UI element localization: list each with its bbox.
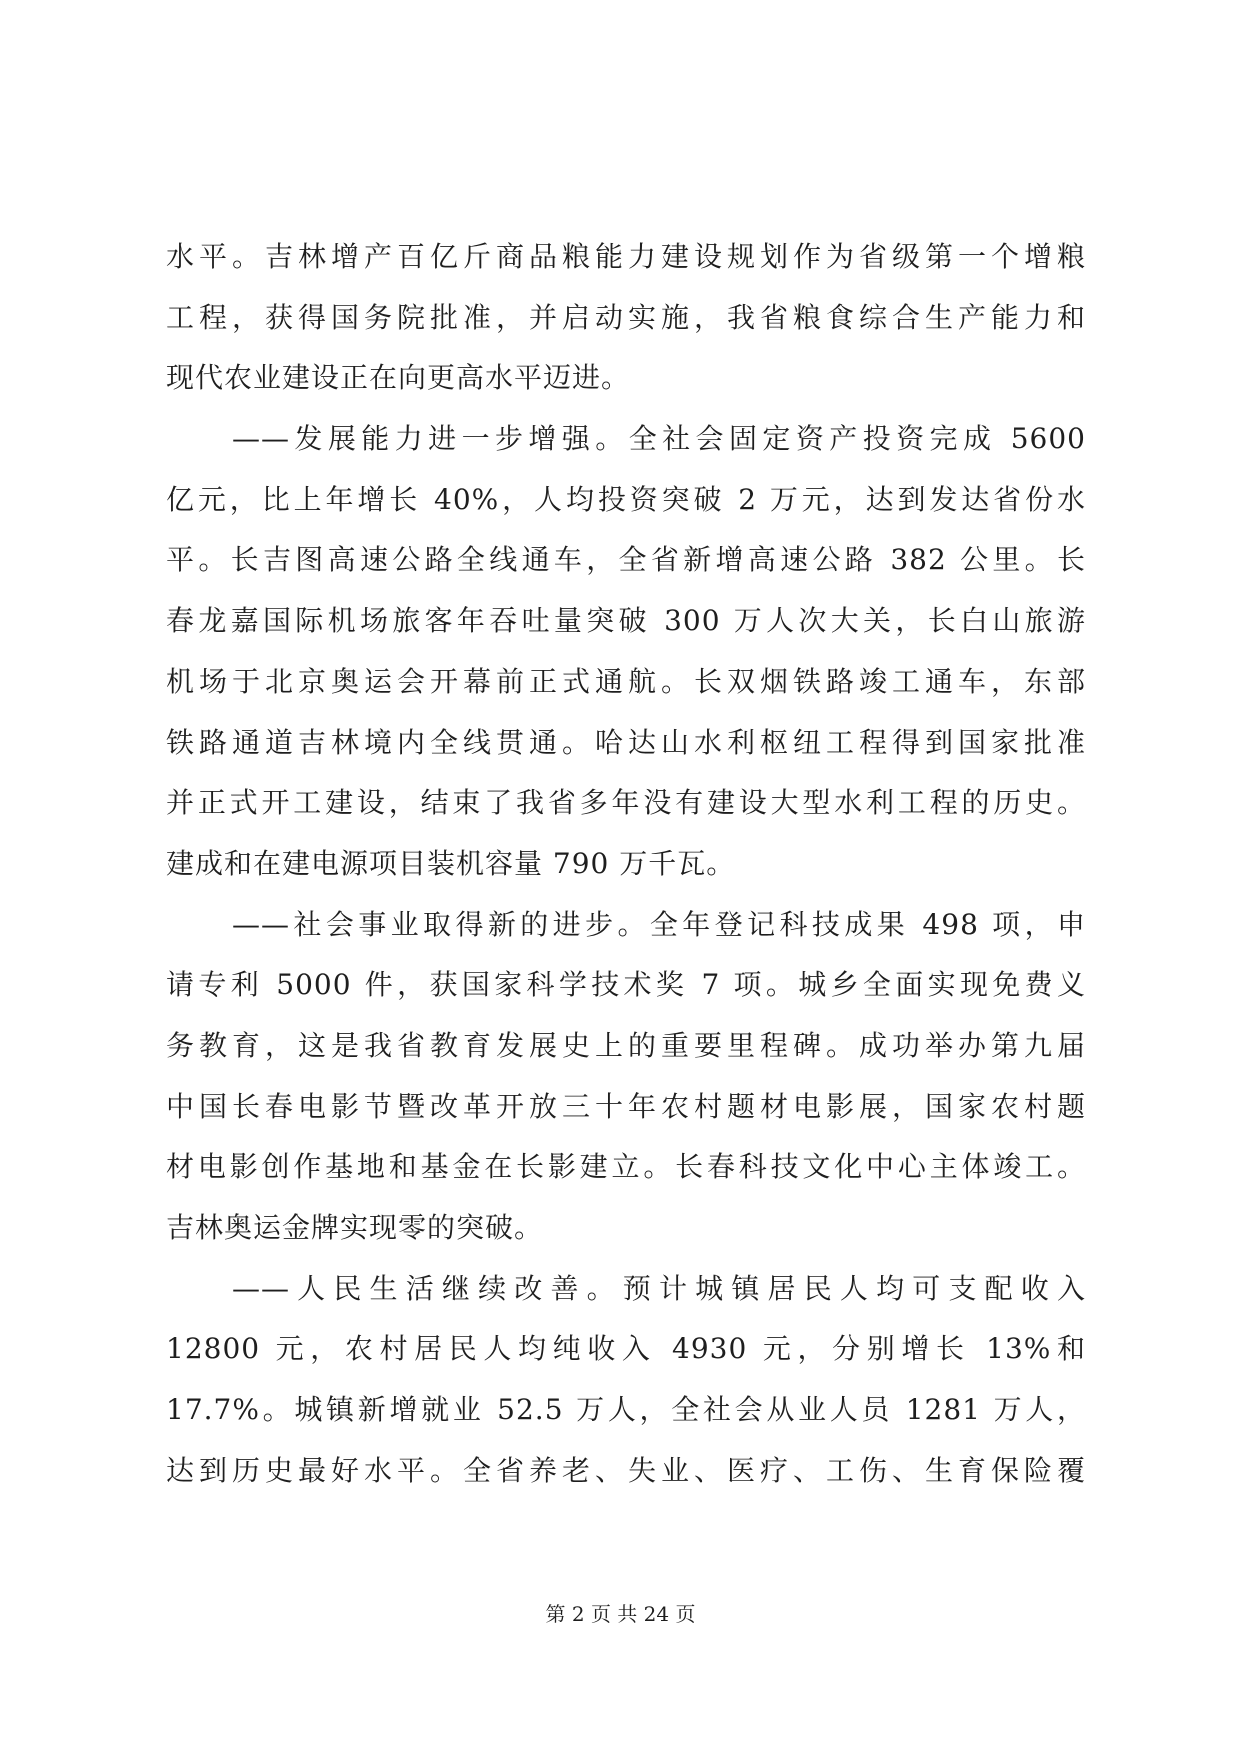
text-line: ——发展能力进一步增强。全社会固定资产投资完成 5600 [232,422,1086,456]
page-footer: 第 2 页 共 24 页 [545,1602,696,1626]
text-line: 吉林奥运金牌实现零的突破。 [166,1211,544,1244]
text-line: 平。长吉图高速公路全线通车，全省新增高速公路 382 公里。长 [166,543,1086,577]
text-line: 17.7%。城镇新增就业 52.5 万人，全社会从业人员 1281 万人， [166,1393,1086,1427]
text-line: 务教育，这是我省教育发展史上的重要里程碑。成功举办第九届 [166,1028,1086,1062]
text-line: 水平。吉林增产百亿斤商品粮能力建设规划作为省级第一个增粮 [166,240,1086,273]
text-line: 12800 元，农村居民人均纯收入 4930 元，分别增长 13%和 [166,1332,1086,1366]
text-line: 春龙嘉国际机场旅客年吞吐量突破 300 万人次大关，长白山旅游 [166,604,1086,638]
text-line: 建成和在建电源项目装机容量 790 万千瓦。 [166,846,736,880]
text-line: 铁路通道吉林境内全线贯通。哈达山水利枢纽工程得到国家批准 [166,725,1086,759]
text-line: 达到历史最好水平。全省养老、失业、医疗、工伤、生育保险覆 [166,1453,1086,1487]
text-line: 并正式开工建设，结束了我省多年没有建设大型水利工程的历史。 [166,786,1086,820]
text-line: ——社会事业取得新的进步。全年登记科技成果 498 项，申 [232,907,1086,941]
text-line: 亿元，比上年增长 40%，人均投资突破 2 万元，达到发达省份水 [166,482,1086,516]
text-line: ——人民生活继续改善。预计城镇居民人均可支配收入 [232,1271,1086,1305]
document-body [166,227,1086,1501]
text-line: 请专利 5000 件，获国家科学技术奖 7 项。城乡全面实现免费义 [166,968,1086,1002]
text-line: 现代农业建设正在向更高水平迈进。 [166,361,631,395]
text-line: 工程，获得国务院批准，并启动实施，我省粮食综合生产能力和 [166,300,1086,334]
text-line: 中国长春电影节暨改革开放三十年农村题材电影展，国家农村题 [166,1089,1086,1123]
text-line: 材电影创作基地和基金在长影建立。长春科技文化中心主体竣工。 [166,1150,1086,1184]
text-line: 机场于北京奥运会开幕前正式通航。长双烟铁路竣工通车，东部 [166,664,1086,698]
